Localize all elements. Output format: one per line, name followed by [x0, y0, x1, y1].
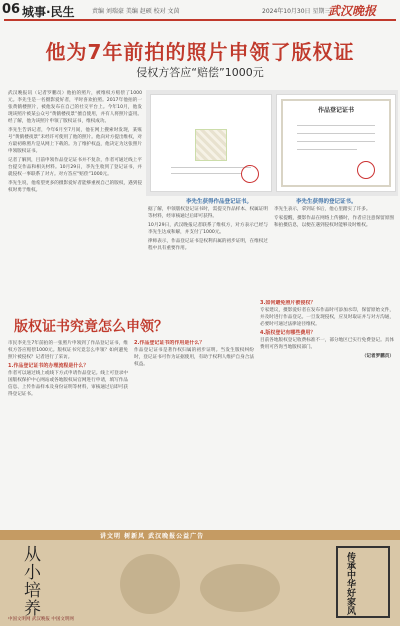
- answer-paragraph: 作品登记证书是著作权归属的初步证明。当发生版权纠纷时，登记证书可作为证据使用，有助于权利人维护自身合法权益。: [134, 348, 254, 367]
- editor-credits: 责编 刘瑞豪 美编 赵硕 校对 文茵: [92, 8, 180, 15]
- article-paragraph: 记者了解到，目前申领作品登记证书并不复杂，作者可通过线上平台提交作品和相关材料。10月29日，李先生收到了登记证书，并就侵权一事联系了对方。对方答应“赔偿”1000元。: [8, 158, 142, 177]
- subheadline: 侵权方答应“赔偿”1000元: [136, 66, 264, 79]
- article-paragraph: 李先生表示，拿到证书后，他心里踏实了许多。: [274, 207, 371, 212]
- qa-column-2: [134, 340, 254, 526]
- headline: 他为7年前拍的照片申领了版权证: [45, 40, 355, 64]
- question-heading: 1.作品登记证书的办理流程是什么？: [8, 363, 89, 369]
- byline: （记者罗鹏员）: [361, 354, 394, 359]
- article-paragraph: 据了解，申领版权登记证书时，需提交作品样本、权属证明等材料，经审核通过后即可获得。: [148, 207, 268, 219]
- text-line: [171, 167, 251, 168]
- seal-icon: [357, 161, 375, 179]
- qa-column-1: [8, 340, 128, 526]
- answer-paragraph: 作者可以通过线上或线下方式申请作品登记。线上可登录中国版权保护中心网站或各地版权局官网进行申请，填写作品信息、上传作品样本及身份证明等材料，审核通过后即可获得登记证书。: [8, 371, 128, 397]
- qa-column-3: [260, 300, 394, 526]
- text-line: [297, 133, 375, 134]
- ad-banner-text: 讲文明 树新风 武汉晚报公益广告: [100, 533, 205, 540]
- decorative-circle: [120, 554, 180, 614]
- certificate-title: 作品登记证书: [317, 107, 354, 114]
- article-paragraph: 专家提醒，摄影作品在网络上传播时，作者应注意保留原图和拍摄信息，以便在遇到侵权时能够及时维权。: [274, 216, 394, 228]
- ad-slogan-right: 传承中华好家风: [345, 552, 355, 615]
- answer-paragraph: 专家建议，摄影爱好者在发布作品时可添加水印，保留原始文件，并及时进行作品登记。一旦发现侵权，应及时取证并与对方沟通，必要时可通过法律途径维权。: [260, 308, 394, 327]
- question-heading: 4.版权登记有哪些费用？: [260, 330, 316, 336]
- page-header: [0, 0, 400, 22]
- artwork-thumbnail: [195, 129, 227, 161]
- text-line: [297, 125, 375, 126]
- section-number: 06: [2, 2, 21, 17]
- text-line: [297, 141, 375, 142]
- article-column-2: [148, 206, 268, 294]
- photo-caption-right: 李先生获得的登记证书。: [296, 199, 357, 205]
- issue-date: 2024年10月30日 星期三: [262, 8, 331, 15]
- article-paragraph: 10月29日，武汉晚报记者联系了维权方，对方表示已经与李先生达成和解，并支付了1000元。: [148, 223, 268, 235]
- decorative-shape: [200, 564, 280, 612]
- photo-caption-left: 李先生获得作品登记证书。: [186, 199, 253, 205]
- seal-icon: [241, 165, 259, 183]
- answer-paragraph: 目前各地版权登记收费标准不一，部分地区已实行免费登记。具体费用可咨询当地版权部门。: [260, 338, 394, 350]
- ad-slogan-box: [336, 546, 390, 618]
- newspaper-logo: 武汉晚报: [328, 4, 377, 18]
- ad-credits: 中国文明网 武汉晚报 中国文明网: [8, 617, 74, 622]
- article-column-3: [274, 206, 394, 294]
- article-paragraph: 李先生说，他希望更多的摄影爱好者能够重视自己的版权，遇到侵权时勇于维权。: [8, 181, 142, 193]
- text-line: [297, 149, 357, 150]
- article-paragraph: 律师表示，作品登记证书是权利归属的初步证明，在维权过程中具有重要作用。: [148, 239, 268, 251]
- public-service-ad: [0, 530, 400, 626]
- article-column-1: [8, 90, 142, 290]
- text-line: [171, 173, 241, 174]
- certificate-image-left: [150, 94, 272, 192]
- question-heading: 2.作品登记证书的作用是什么？: [134, 340, 205, 346]
- section-title: 版权证书究竟怎么申领？: [14, 319, 168, 335]
- question-heading: 3.如何避免照片被侵权？: [260, 300, 316, 306]
- section-name: 城事·民生: [22, 5, 75, 19]
- ad-slogan-left: 从 小 培 养: [24, 545, 41, 619]
- header-divider: [4, 19, 396, 21]
- article-paragraph: 李先生告诉记者，今年6月至7月间，他在网上搜索时发现，某账号“黄鹤楼夜景”未经许可使用了他的照片。他向对方提出维权，对方最初称照片是从网上下载的。为了维护权益，他决定为这张照片申领版权证书。: [8, 128, 142, 154]
- certificate-image-right: [276, 94, 396, 192]
- article-paragraph: 武汉晚报讯（记者罗鹏员）他拍的照片，被维权方赔偿了1000元。李先生是一名摄影爱好者，平时喜欢拍照。2017年他拍的一张黄鹤楼照片，被他发布在自己的社交平台上。今年10月，他发现该照片被某公众号“黄鹤楼夜景”擅自使用，并有人将照片盗用。经了解，他为该照片申领了版权证书，维权成功。: [8, 91, 142, 124]
- intro-paragraph: 市民李先生7年前拍的一张照片申领到了作品登记证书，维权方答应赔偿1000元。版权证书究竟怎么申领？如何避免照片被侵权？记者进行了采访。: [8, 341, 128, 360]
